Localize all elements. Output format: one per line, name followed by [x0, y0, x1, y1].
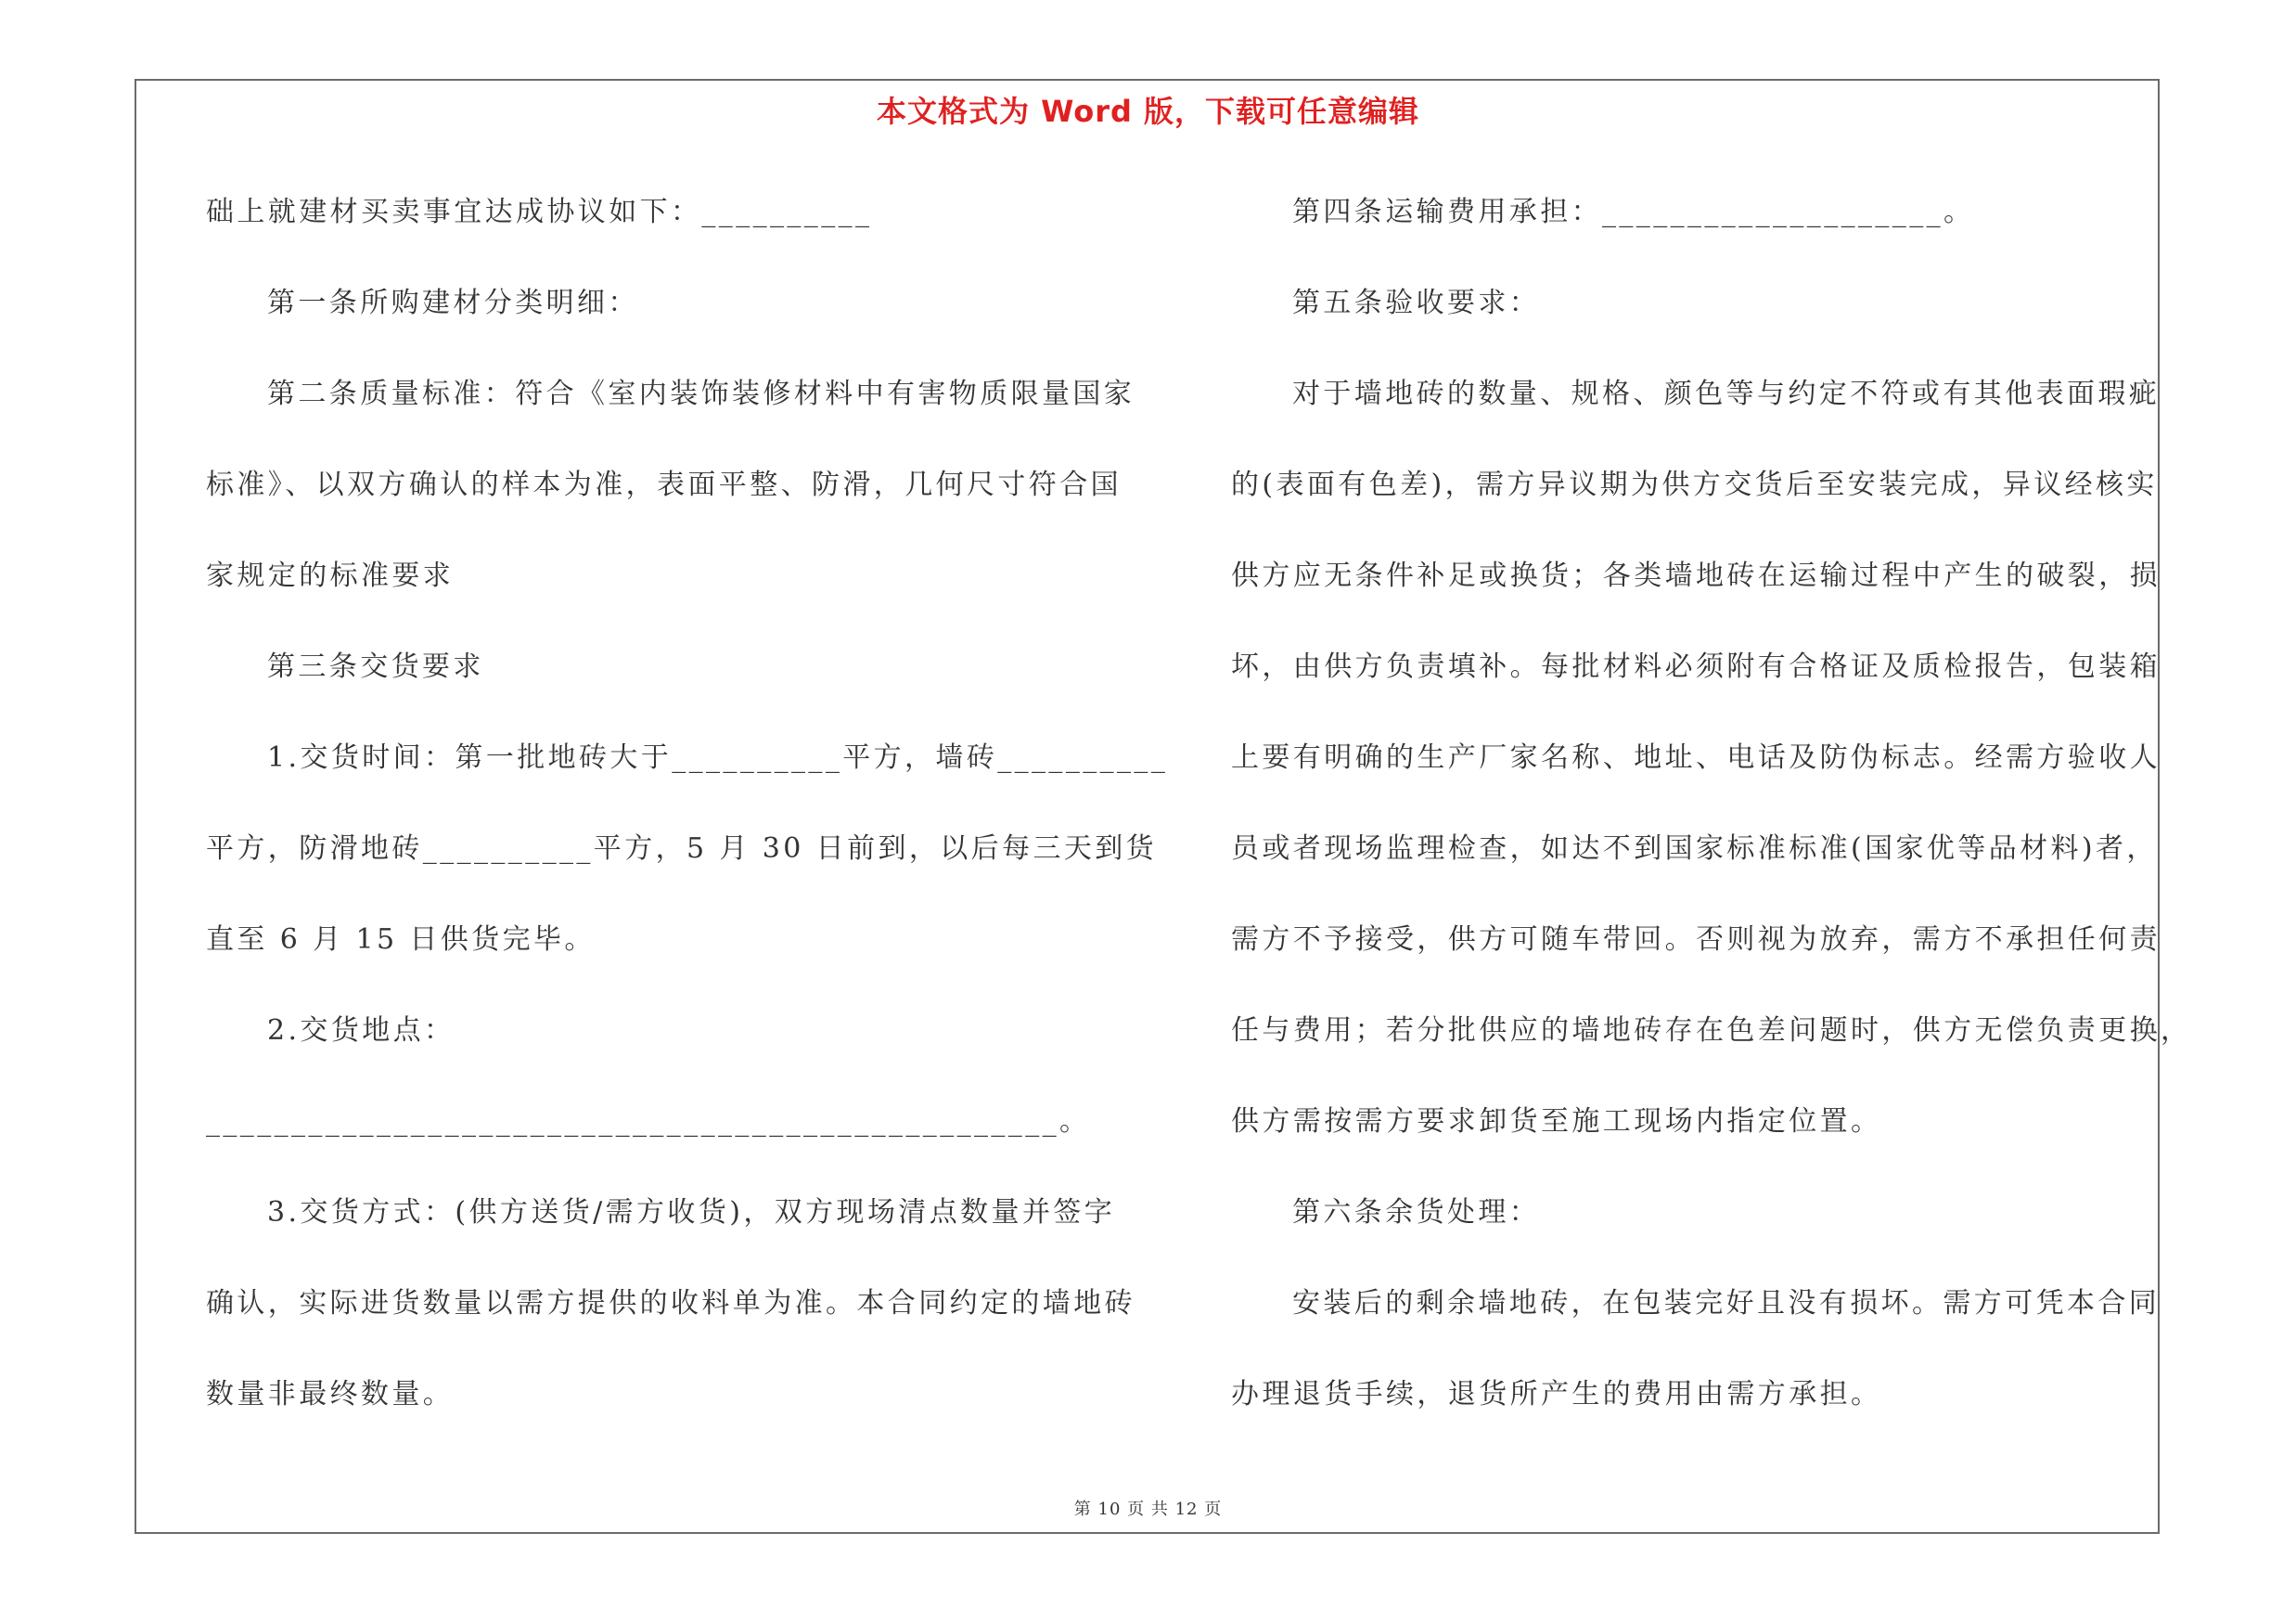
- paragraph-line: 安装后的剩余墙地砖，在包装完好且没有损坏。需方可凭本合同: [1292, 1287, 2161, 1320]
- paragraph-line: 办理退货手续，退货所产生的费用由需方承担。: [1231, 1378, 1882, 1410]
- paragraph-line: 础上就建材买卖事宜达成协议如下：__________: [206, 196, 873, 228]
- paragraph-line: 员或者现场监理检查，如达不到国家标准标准(国家优等品材料)者，: [1231, 832, 2158, 865]
- paragraph-line: 3.交货方式：(供方送货/需方收货)，双方现场清点数量并签字: [267, 1196, 1116, 1229]
- article-heading: 第一条所购建材分类明细：: [267, 287, 639, 319]
- page-number-footer: 第 10 页 共 12 页: [1073, 1500, 1223, 1519]
- paragraph-line: 对于墙地砖的数量、规格、颜色等与约定不符或有其他表面瑕疵: [1292, 378, 2161, 410]
- paragraph-line: 家规定的标准要求: [206, 560, 455, 592]
- format-notice-banner: 本文格式为 Word 版，下载可任意编辑: [876, 94, 1420, 129]
- paragraph-line: 确认，实际进货数量以需方提供的收料单为准。本合同约定的墙地砖: [206, 1287, 1135, 1320]
- paragraph-line: 2.交货地点：: [267, 1014, 455, 1047]
- article-heading: 第三条交货要求: [267, 650, 484, 683]
- blank-fill-line: __________________________________________________。: [206, 1105, 1091, 1138]
- article-heading: 第二条质量标准：符合《室内装饰装修材料中有害物质限量国家: [267, 378, 1135, 410]
- article-heading: 第五条验收要求：: [1292, 287, 1541, 319]
- paragraph-line: 直至 6 月 15 日供货完毕。: [206, 923, 596, 956]
- paragraph-line: 任与费用；若分批供应的墙地砖存在色差问题时，供方无偿负责更换，: [1231, 1014, 2192, 1047]
- paragraph-line: 需方不予接受，供方可随车带回。否则视为放弃，需方不承担任何责: [1231, 923, 2161, 956]
- left-text-column: [206, 184, 1169, 1457]
- paragraph-line: 数量非最终数量。: [206, 1378, 455, 1410]
- paragraph-line: 平方，防滑地砖__________平方，5 月 30 日前到，以后每三天到货: [206, 832, 1158, 865]
- article-heading: 第四条运输费用承担：____________________。: [1292, 196, 1975, 228]
- paragraph-line: 供方应无条件补足或换货；各类墙地砖在运输过程中产生的破裂，损: [1231, 560, 2161, 592]
- paragraph-line: 1.交货时间：第一批地砖大于__________平方，墙砖__________: [267, 741, 1169, 774]
- paragraph-line: 坏，由供方负责填补。每批材料必须附有合格证及质检报告，包装箱: [1231, 650, 2161, 683]
- right-text-column: [1231, 184, 2192, 1457]
- paragraph-line: 供方需按需方要求卸货至施工现场内指定位置。: [1231, 1105, 1882, 1138]
- article-heading: 第六条余货处理：: [1292, 1196, 1541, 1229]
- paragraph-line: 上要有明确的生产厂家名称、地址、电话及防伪标志。经需方验收人: [1231, 741, 2161, 774]
- paragraph-line: 的(表面有色差)，需方异议期为供方交货后至安装完成，异议经核实: [1231, 469, 2158, 501]
- paragraph-line: 标准》、以双方确认的样本为准，表面平整、防滑，几何尺寸符合国: [206, 469, 1122, 501]
